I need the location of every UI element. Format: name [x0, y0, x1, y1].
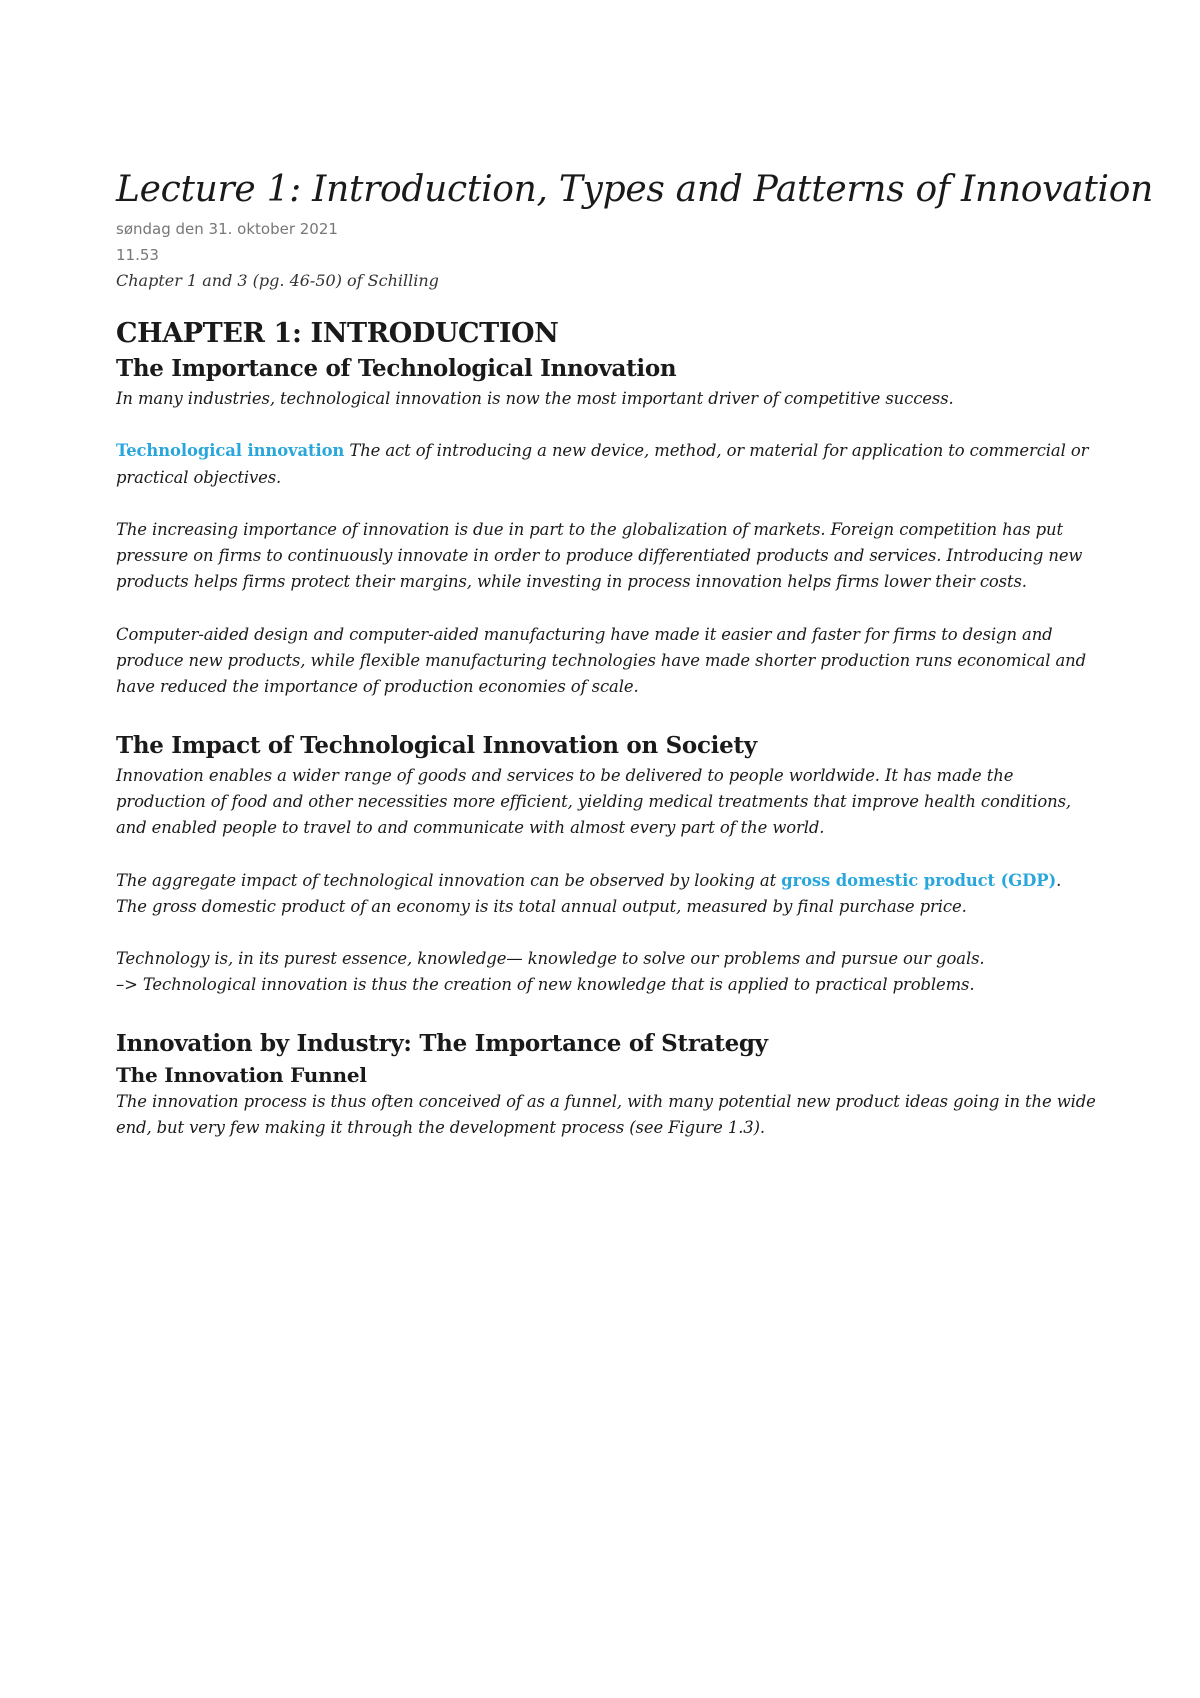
term-technological-innovation: Technological innovation [116, 441, 345, 461]
chapter-heading: CHAPTER 1: INTRODUCTION [116, 318, 559, 349]
knowledge-line-2: –> Technological innovation is thus the creation of new knowledge that is applied to practical problems. [116, 975, 975, 995]
definition-text: The act of introducing a new device, method, or material for application to commercial or practical objectives. [116, 441, 1089, 487]
subheading-innovation-funnel: The Innovation Funnel [116, 1062, 367, 1087]
gdp-text-before: The aggregate impact of technological innovation can be observed by looking at [116, 870, 782, 890]
paragraph-cad-cam: Computer-aided design and computer-aided manufacturing have made it easier and faster for firms to design and produce new products, while flexible manufacturing technologies have made shorter production runs economical and have reduced the importance of production economies of scale. [116, 624, 1086, 697]
section-heading-impact: The Impact of Technological Innovation on Society [116, 731, 757, 759]
paragraph-globalization: The increasing importance of innovation is due in part to the globalization of markets. Foreign competition has put pressure on firms to continuously innovate in order to produce differentiated products and services. Introducing new products helps firms protect their margins, while investing in process innovation helps firms lower their costs. [116, 519, 1083, 592]
paragraph-importance-intro: In many industries, technological innovation is now the most important driver of competitive success. [116, 389, 954, 408]
document-content [116, 168, 1153, 1141]
paragraph-impact-intro: Innovation enables a wider range of goods and services to be delivered to people worldwide. It has made the production of food and other necessities more efficient, yielding medical treatments that improve health conditions, and enabled people to travel to and communicate with almost every part of the world. [116, 765, 1071, 838]
page-title: Lecture 1: Introduction, Types and Patterns of Innovation [116, 169, 1153, 210]
paragraph-innovation-funnel: The innovation process is thus often conceived of as a funnel, with many potential new product ideas going in the wide end, but very few making it through the development process (see Figure 1.3). [116, 1091, 1096, 1138]
page-date: søndag den 31. oktober 2021 [116, 220, 338, 238]
page-time: 11.53 [116, 246, 159, 264]
section-heading-importance: The Importance of Technological Innovation [116, 355, 677, 382]
knowledge-line-1: Technology is, in its purest essence, knowledge— knowledge to solve our problems and pursue our goals. [116, 949, 985, 969]
term-gdp: gross domestic product (GDP) [781, 870, 1057, 890]
paragraph-definition [116, 438, 1096, 491]
section-heading-industry: Innovation by Industry: The Importance of Strategy [116, 1029, 768, 1057]
paragraph-gdp [116, 868, 1096, 921]
page-source: Chapter 1 and 3 (pg. 46-50) of Schilling [116, 271, 439, 290]
paragraph-technology-knowledge [116, 946, 1096, 999]
gdp-text-after: . The gross domestic product of an economy is its total annual output, measured by final purchase price. [116, 870, 1062, 916]
